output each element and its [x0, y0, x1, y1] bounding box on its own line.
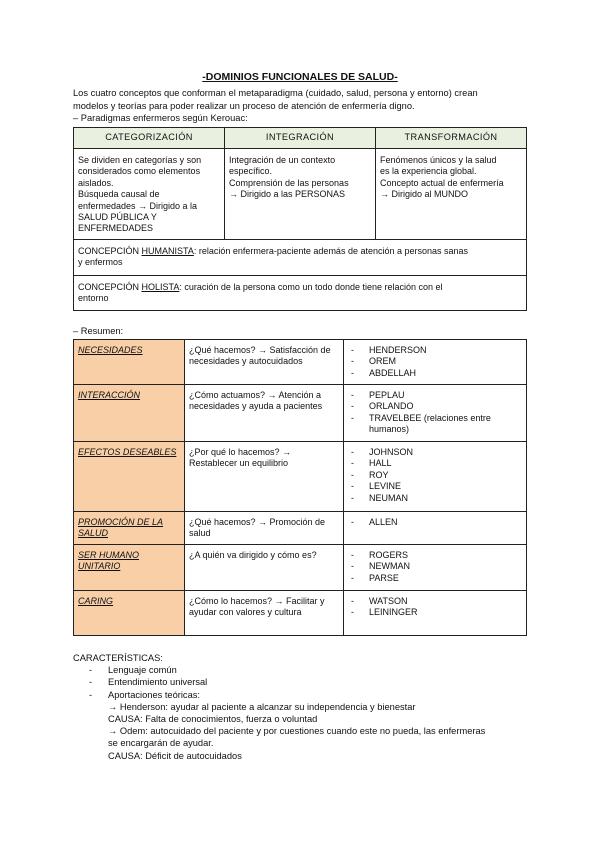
- list-item: - Aportaciones teóricas:: [73, 689, 533, 701]
- cell-line: considerados como elementos: [78, 166, 201, 177]
- cell-line: Fenómenos únicos y la salud: [380, 155, 497, 165]
- table-row: [74, 512, 527, 545]
- table-row: [74, 340, 527, 385]
- category-cell: EFECTOS DESEABLES: [74, 442, 185, 512]
- cell-line: Se dividen en categorías y son: [78, 155, 202, 165]
- cell-transformacion: [376, 149, 527, 240]
- humanista-cell: [74, 239, 527, 275]
- category-cell: INTERACCIÓN: [74, 385, 185, 442]
- resumen-label: – Resumen:: [73, 326, 124, 336]
- names-cell: [344, 442, 527, 512]
- list-item: - Lenguaje común: [73, 664, 533, 676]
- paradigms-header-row: [74, 128, 527, 149]
- question-cell: ¿Cómo lo hacemos? → Facilitar y ayudar con valores y cultura: [185, 591, 344, 636]
- sub-line: → Henderson: ayudar al paciente a alcanzar su independencia y bienestar: [108, 701, 416, 712]
- list-item: - ROGERS: [348, 550, 522, 561]
- question-cell: ¿Por qué lo hacemos? → Restablecer un equilibrio: [185, 442, 344, 512]
- category-cell: CARING: [74, 591, 185, 636]
- cell-line: SALUD PÚBLICA Y: [78, 212, 157, 223]
- humanista-row: [74, 239, 527, 275]
- cell-line: Integración de un contexto: [229, 155, 336, 165]
- concept-prefix: CONCEPCIÓN: [78, 281, 142, 292]
- question-cell: ¿A quién va dirigido y cómo es?: [185, 545, 344, 591]
- sub-line: se encargarán de ayudar.: [108, 738, 214, 749]
- list-item: - JOHNSON: [348, 447, 522, 458]
- intro-line: – Paradigmas enfermeros según Kerouac:: [73, 113, 248, 123]
- cell-integracion: [225, 149, 376, 240]
- header-transformacion: TRANSFORMACIÓN: [376, 128, 527, 149]
- caracteristicas-list: [73, 664, 533, 701]
- list-item: - ALLEN: [348, 517, 522, 528]
- names-cell: [344, 545, 527, 591]
- table-row: [74, 545, 527, 591]
- concept-term: HOLISTA: [141, 281, 180, 292]
- list-item: - HALL: [348, 458, 522, 469]
- list-item: - ABDELLAH: [348, 368, 522, 379]
- table-row: [74, 442, 527, 512]
- list-item: - NEWMAN: [348, 561, 522, 572]
- category-cell: NECESIDADES: [74, 340, 185, 385]
- list-item: - PARSE: [348, 573, 522, 584]
- cell-line: Comprensión de las personas: [229, 177, 349, 188]
- names-cell: [344, 512, 527, 545]
- category-cell: SER HUMANO UNITARIO: [74, 545, 185, 591]
- question-cell: ¿Cómo actuamos? → Atención a necesidades y ayuda a pacientes: [185, 385, 344, 442]
- names-cell: [344, 340, 527, 385]
- header-integracion: INTEGRACIÓN: [225, 128, 376, 149]
- list-item: - TRAVELBEE (relaciones entre humanos): [348, 413, 522, 436]
- sub-line: CAUSA: Déficit de autocuidados: [108, 750, 242, 761]
- cell-line: Búsqueda causal de: [78, 189, 160, 200]
- list-item: - PEPLAU: [348, 390, 522, 401]
- holista-cell: [74, 275, 527, 311]
- sub-line: → Odem: autocuidado del paciente y por cuestiones cuando este no pueda, las enfermeras: [108, 726, 486, 737]
- resumen-table: [73, 339, 527, 636]
- intro-line: Los cuatro conceptos que conforman el metaparadigma (cuidado, salud, persona y entorno) crean: [73, 88, 478, 98]
- list-item: - LEVINE: [348, 481, 522, 492]
- intro-text: [73, 87, 528, 125]
- cell-line: enfermedades → Dirigido a la: [78, 200, 198, 211]
- category-cell: PROMOCIÓN DE LA SALUD: [74, 512, 185, 545]
- list-item: - OREM: [348, 356, 522, 367]
- list-item: - Entendimiento universal: [73, 676, 533, 688]
- cell-line: aislados.: [78, 177, 114, 188]
- list-item: - ROY: [348, 470, 522, 481]
- cell-line: → Dirigido a las PERSONAS: [229, 189, 346, 200]
- sub-line: CAUSA: Falta de conocimientos, fuerza o voluntad: [108, 714, 318, 725]
- caracteristicas-section: [73, 652, 533, 762]
- paradigms-table: [73, 127, 527, 311]
- list-item: - WATSON: [348, 596, 522, 607]
- concept-text: y enfermos: [78, 257, 123, 268]
- header-categorizacion: CATEGORIZACIÓN: [74, 128, 225, 149]
- names-cell: [344, 385, 527, 442]
- concept-text: entorno: [78, 293, 109, 304]
- holista-row: [74, 275, 527, 311]
- intro-line: modelos y teorías para poder realizar un proceso de atención de enfermería digno.: [73, 100, 415, 111]
- concept-term: HUMANISTA: [141, 245, 194, 256]
- paradigms-content-row: [74, 149, 527, 240]
- list-item: - LEININGER: [348, 607, 522, 618]
- cell-categorizacion: [74, 149, 225, 240]
- concept-prefix: CONCEPCIÓN: [78, 245, 142, 256]
- cell-line: ENFERMEDADES: [78, 223, 154, 234]
- list-item: - NEUMAN: [348, 493, 522, 504]
- concept-text: : curación de la persona como un todo donde tiene relación con el: [179, 281, 443, 292]
- list-item: - HENDERSON: [348, 345, 522, 356]
- caracteristicas-label: CARACTERÍSTICAS:: [73, 653, 163, 663]
- cell-line: Concepto actual de enfermería: [380, 177, 504, 188]
- list-item: - ORLANDO: [348, 401, 522, 412]
- names-cell: [344, 591, 527, 636]
- cell-line: → Dirigido al MUNDO: [380, 189, 469, 200]
- question-cell: ¿Qué hacemos? → Promoción de salud: [185, 512, 344, 545]
- cell-line: es la experiencia global.: [380, 166, 477, 177]
- concept-text: : relación enfermera-paciente además de atención a personas sanas: [193, 245, 469, 256]
- cell-line: específico.: [229, 166, 273, 177]
- table-row: [74, 385, 527, 442]
- table-row: [74, 591, 527, 636]
- page-title: -DOMINIOS FUNCIONALES DE SALUD-: [202, 71, 398, 83]
- question-cell: ¿Qué hacemos? → Satisfacción de necesidades y autocuidados: [185, 340, 344, 385]
